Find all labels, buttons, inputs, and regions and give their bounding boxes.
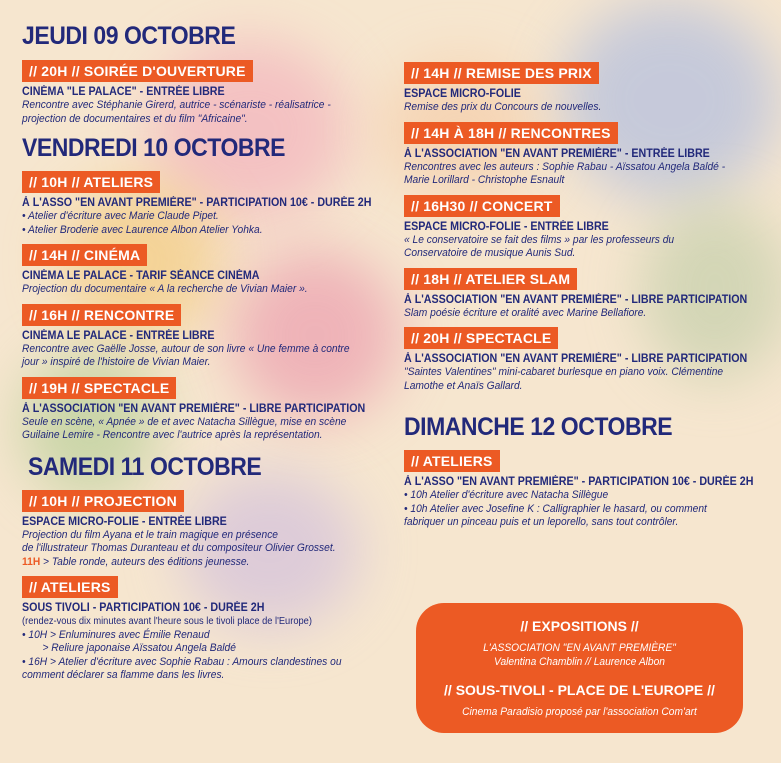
event-friday-ateliers	[22, 171, 387, 237]
event-location: À L'ASSOCIATION "EN AVANT PREMIÈRE" - LIBRE PARTICIPATION	[404, 293, 748, 306]
event-desc-line: « Le conservatoire se fait des films » par les professeurs du	[404, 233, 675, 246]
event-desc-line: Slam poésie écriture et oralité avec Marine Bellafiore.	[404, 306, 647, 319]
day-title-saturday: SAMEDI 11 OCTOBRE	[28, 452, 262, 481]
event-tag: // 20H // SOIRÉE D'OUVERTURE	[22, 60, 253, 82]
event-desc-line: > Reliure japonaise Aïssatou Angela Baldé	[42, 642, 236, 654]
expo-title: // EXPOSITIONS //	[520, 618, 639, 634]
event-friday-spectacle	[22, 377, 387, 443]
event-desc-line: Lamothe et Anaïs Gallard.	[404, 379, 523, 392]
event-tag: // 10H // PROJECTION	[22, 490, 184, 512]
event-friday-rencontre	[22, 304, 387, 370]
event-desc-line: Projection du film Ayana et le train magique en présence	[22, 528, 278, 541]
event-tag: // 14H À 18H // RENCONTRES	[404, 122, 618, 144]
expo-line: L'ASSOCIATION "EN AVANT PREMIÈRE"	[483, 642, 676, 654]
right-column	[404, 0, 769, 530]
event-location: À L'ASSO "EN AVANT PREMIÈRE" - PARTICIPATION 10€ - DURÉE 2H	[22, 197, 372, 209]
event-desc-line: • 16H > Atelier d'écriture avec Sophie Rabau : Amours clandestines ou	[22, 655, 342, 668]
event-tag: // 16H // RENCONTRE	[22, 304, 181, 326]
event-saturday-ateliers	[22, 576, 387, 683]
event-desc-line: • 10h Atelier d'écriture avec Natacha Sillègue	[404, 489, 609, 501]
event-desc-line: "Saintes Valentines" mini-cabaret burlesque en piano voix. Clémentine	[404, 366, 724, 378]
event-desc-line: Remise des prix du Concours de nouvelles.	[404, 101, 602, 113]
event-desc-line: • Atelier Broderie avec Laurence Albon Atelier Yohka.	[22, 223, 263, 236]
event-tag: // 20H // SPECTACLE	[404, 327, 558, 349]
event-location: ESPACE MICRO-FOLIE - ENTRÉE LIBRE	[22, 515, 227, 528]
event-desc-line: jour » inspiré de l'histoire de Vivian Maier.	[22, 356, 211, 368]
day-title-thursday: JEUDI 09 OCTOBRE	[22, 22, 236, 50]
event-desc-line: Guilaine Lemire - Rencontre avec l'autrice après la représentation.	[22, 429, 323, 441]
event-location: CINÉMA LE PALACE - ENTRÉE LIBRE	[22, 329, 215, 342]
highlight-time: 11H	[22, 555, 41, 568]
event-desc-line: de l'illustrateur Thomas Duranteau et du compositeur Olivier Grosset.	[22, 542, 336, 554]
day-title-sunday: DIMANCHE 12 OCTOBRE	[404, 413, 673, 441]
day-title-friday: VENDREDI 10 OCTOBRE	[22, 134, 286, 162]
event-desc-line: Rencontre avec Stéphanie Girerd, autrice - scénariste - réalisatrice -	[22, 99, 331, 111]
event-location: CINÉMA LE PALACE - TARIF SÉANCE CINÉMA	[22, 270, 260, 282]
expo-line: Valentina Chamblin // Laurence Albon	[493, 656, 665, 668]
event-location: À L'ASSOCIATION "EN AVANT PREMIÈRE" - LIBRE PARTICIPATION	[404, 353, 748, 365]
event-desc-line: Conservatoire de musique Aunis Sud.	[404, 247, 576, 259]
event-tag: // ATELIERS	[404, 450, 500, 472]
event-tag: // ATELIERS	[22, 576, 118, 598]
event-note: (rendez-vous dix minutes avant l'heure sous le tivoli place de l'Europe)	[22, 616, 312, 627]
event-tag: // 14H // REMISE DES PRIX	[404, 62, 599, 84]
event-saturday-slam	[404, 268, 769, 321]
event-saturday-rencontres	[404, 122, 769, 188]
event-location: À L'ASSOCIATION "EN AVANT PREMIÈRE" - ENTRÉE LIBRE	[404, 147, 710, 160]
event-desc-line: • 10H > Enluminures avec Émilie Renaud	[22, 628, 210, 641]
event-tag: // 16H30 // CONCERT	[404, 195, 560, 217]
event-location: CINÉMA "LE PALACE" - ENTRÉE LIBRE	[22, 86, 225, 98]
event-location: À L'ASSOCIATION "EN AVANT PREMIÈRE" - LIBRE PARTICIPATION	[22, 402, 366, 415]
event-desc-line	[22, 556, 382, 570]
event-saturday-projection	[22, 490, 387, 570]
expositions-box	[416, 603, 743, 733]
expo-line: Cinema Paradisio proposé par l'association Com'art	[462, 706, 697, 718]
highlight-rest: > Table ronde, auteurs des éditions jeunesse.	[40, 555, 250, 568]
event-location: ESPACE MICRO-FOLIE - ENTRÉE LIBRE	[404, 220, 609, 233]
event-thursday-opening	[22, 60, 387, 126]
event-tag: // 10H // ATELIERS	[22, 171, 160, 193]
event-location: À L'ASSO "EN AVANT PREMIÈRE" - PARTICIPATION 10€ - DURÉE 2H	[404, 476, 754, 488]
event-location: SOUS TIVOLI - PARTICIPATION 10€ - DURÉE 2H	[22, 602, 265, 614]
event-desc-line: Seule en scène, « Apnée » de et avec Natacha Sillègue, mise en scène	[22, 415, 347, 428]
event-saturday-spectacle	[404, 327, 769, 393]
left-column	[22, 0, 387, 683]
event-desc-line: Rencontres avec les auteurs : Sophie Rabau - Aïssatou Angela Baldé -	[404, 160, 726, 173]
event-desc-line: • Atelier d'écriture avec Marie Claude Pipet.	[22, 210, 219, 222]
event-desc-line: comment déclarer sa flamme dans les livres.	[22, 669, 225, 681]
event-desc-line: Rencontre avec Gaëlle Josse, autour de son livre « Une femme à contre	[22, 342, 350, 355]
event-tag: // 19H // SPECTACLE	[22, 377, 176, 399]
event-desc-line: Marie Lorillard - Christophe Esnault	[404, 174, 565, 186]
event-saturday-prix	[404, 62, 769, 115]
event-tag: // 18H // ATELIER SLAM	[404, 268, 577, 290]
event-saturday-concert	[404, 195, 769, 261]
event-desc-line: projection de documentaires et du film "Africaine".	[22, 112, 248, 125]
expo-title-tivoli: // SOUS-TIVOLI - PLACE DE L'EUROPE //	[444, 682, 715, 698]
event-desc-line: • 10h Atelier avec Josefine K : Calligraphier le hasard, ou comment	[404, 502, 707, 515]
event-desc-line: fabriquer un pinceau puis et un leporello, sans tout contrôler.	[404, 516, 679, 528]
event-sunday-ateliers	[404, 450, 769, 530]
event-tag: // 14H // CINÉMA	[22, 244, 147, 266]
event-desc-line: Projection du documentaire « A la recherche de Vivian Maier ».	[22, 283, 308, 295]
event-location: ESPACE MICRO-FOLIE	[404, 88, 521, 100]
event-friday-cinema	[22, 244, 387, 297]
